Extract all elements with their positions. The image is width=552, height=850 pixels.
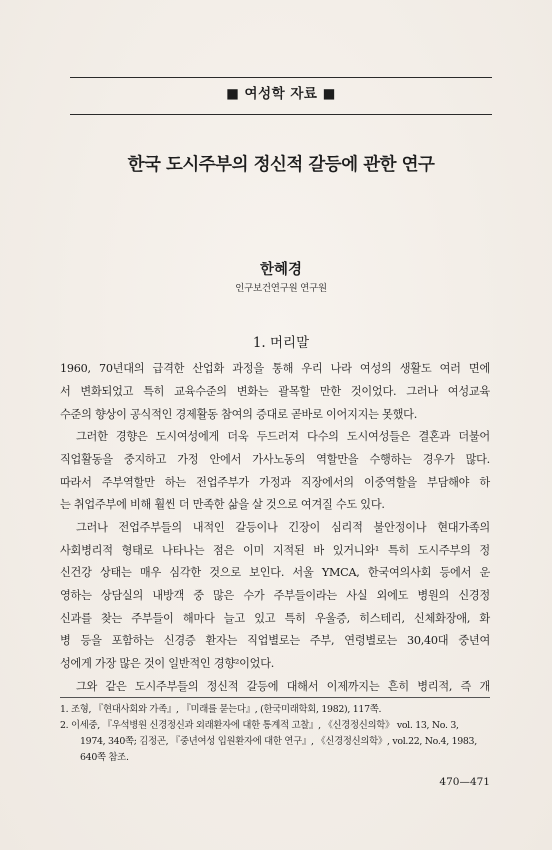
- body-line: 그러나 전업주부들의 내적인 갈등이나 긴장이 심리적 불안정이나 현대가족의: [76, 521, 490, 534]
- article-author: 한혜경: [259, 262, 303, 278]
- footnote: 640쪽 참조.: [80, 752, 129, 763]
- body-line: 성에게 가장 많은 것이 일반적인 경향²이었다.: [60, 657, 275, 670]
- body-line: 1960, 70년대의 급격한 산업화 과정을 통해 우리 나라 여성의 생활도 여러 면에: [60, 362, 490, 375]
- page-number: 470—471: [439, 776, 490, 788]
- footnote: 2. 이세중, 『우석병원 신경정신과 외래환자에 대한 통계적 고찰』, 《신경정신의학》 vol. 13, No. 3,: [60, 720, 459, 731]
- article-title: 한국 도시주부의 정신적 갈등에 관한 연구: [127, 155, 435, 175]
- section-label: ■ 여성학 자료 ■: [226, 86, 336, 102]
- footnote: 1974, 340쪽; 김정곤, 『중년여성 입원환자에 대한 연구』, 《신경정신의학》, vol.22, No.4, 1983,: [80, 736, 477, 747]
- body-line: 영하는 상담실의 내방객 중 많은 수가 주부들이라는 사실 외에도 병원의 신경정: [60, 589, 490, 602]
- body-line: 수준의 향상이 공식적인 경제활동 참여의 증대로 곧바로 이어지지는 못했다.: [60, 408, 418, 421]
- body-line: 그러한 경향은 도시여성에게 더욱 두드러져 다수의 도시여성들은 결혼과 더불어: [76, 430, 490, 443]
- body-line: 직업활동을 중지하고 가정 안에서 가사노동의 역할만을 수행하는 경우가 많다.: [60, 453, 490, 466]
- footnote: 1. 조형, 『현대사회와 가족』, 『미래를 묻는다』, (한국미래학회, 1982), 117쪽.: [60, 704, 382, 715]
- body-line: 신건강 상태는 매우 심각한 것으로 보인다. 서울 YMCA, 한국여의사회 등에서 운: [60, 566, 490, 579]
- body-line: 그와 같은 도시주부들의 정신적 갈등에 대해서 이제까지는 흔히 병리적, 즉 개: [76, 680, 490, 693]
- section-heading: 1. 머리말: [252, 335, 310, 351]
- body-line: 서 변화되었고 특히 교육수준의 변화는 괄목할 만한 것이었다. 그러나 여성교육: [60, 385, 490, 398]
- body-line: 사회병리적 형태로 나타나는 점은 이미 지적된 바 있거니와¹ 특히 도시주부의 정: [60, 544, 490, 557]
- header-bottom-rule: [70, 114, 492, 115]
- author-affiliation: 인구보건연구원 연구원: [235, 283, 327, 294]
- body-line: 병 등을 포함하는 신경증 환자는 직업별로는 주부, 연령별로는 30,40대 중년여: [60, 634, 490, 647]
- footnote-rule: [60, 697, 490, 698]
- body-line: 는 취업주부에 비해 훨씬 더 만족한 삶을 살 것으로 여겨질 수도 있다.: [60, 498, 385, 511]
- body-line: 따라서 주부역할만 하는 전업주부가 가정과 직장에서의 이중역할을 부담해야 하: [60, 476, 490, 489]
- header-top-rule: [70, 77, 492, 78]
- body-line: 신과를 찾는 주부들이 해마다 늘고 있고 특히 우울증, 히스테리, 신체화장애, 화: [60, 612, 490, 625]
